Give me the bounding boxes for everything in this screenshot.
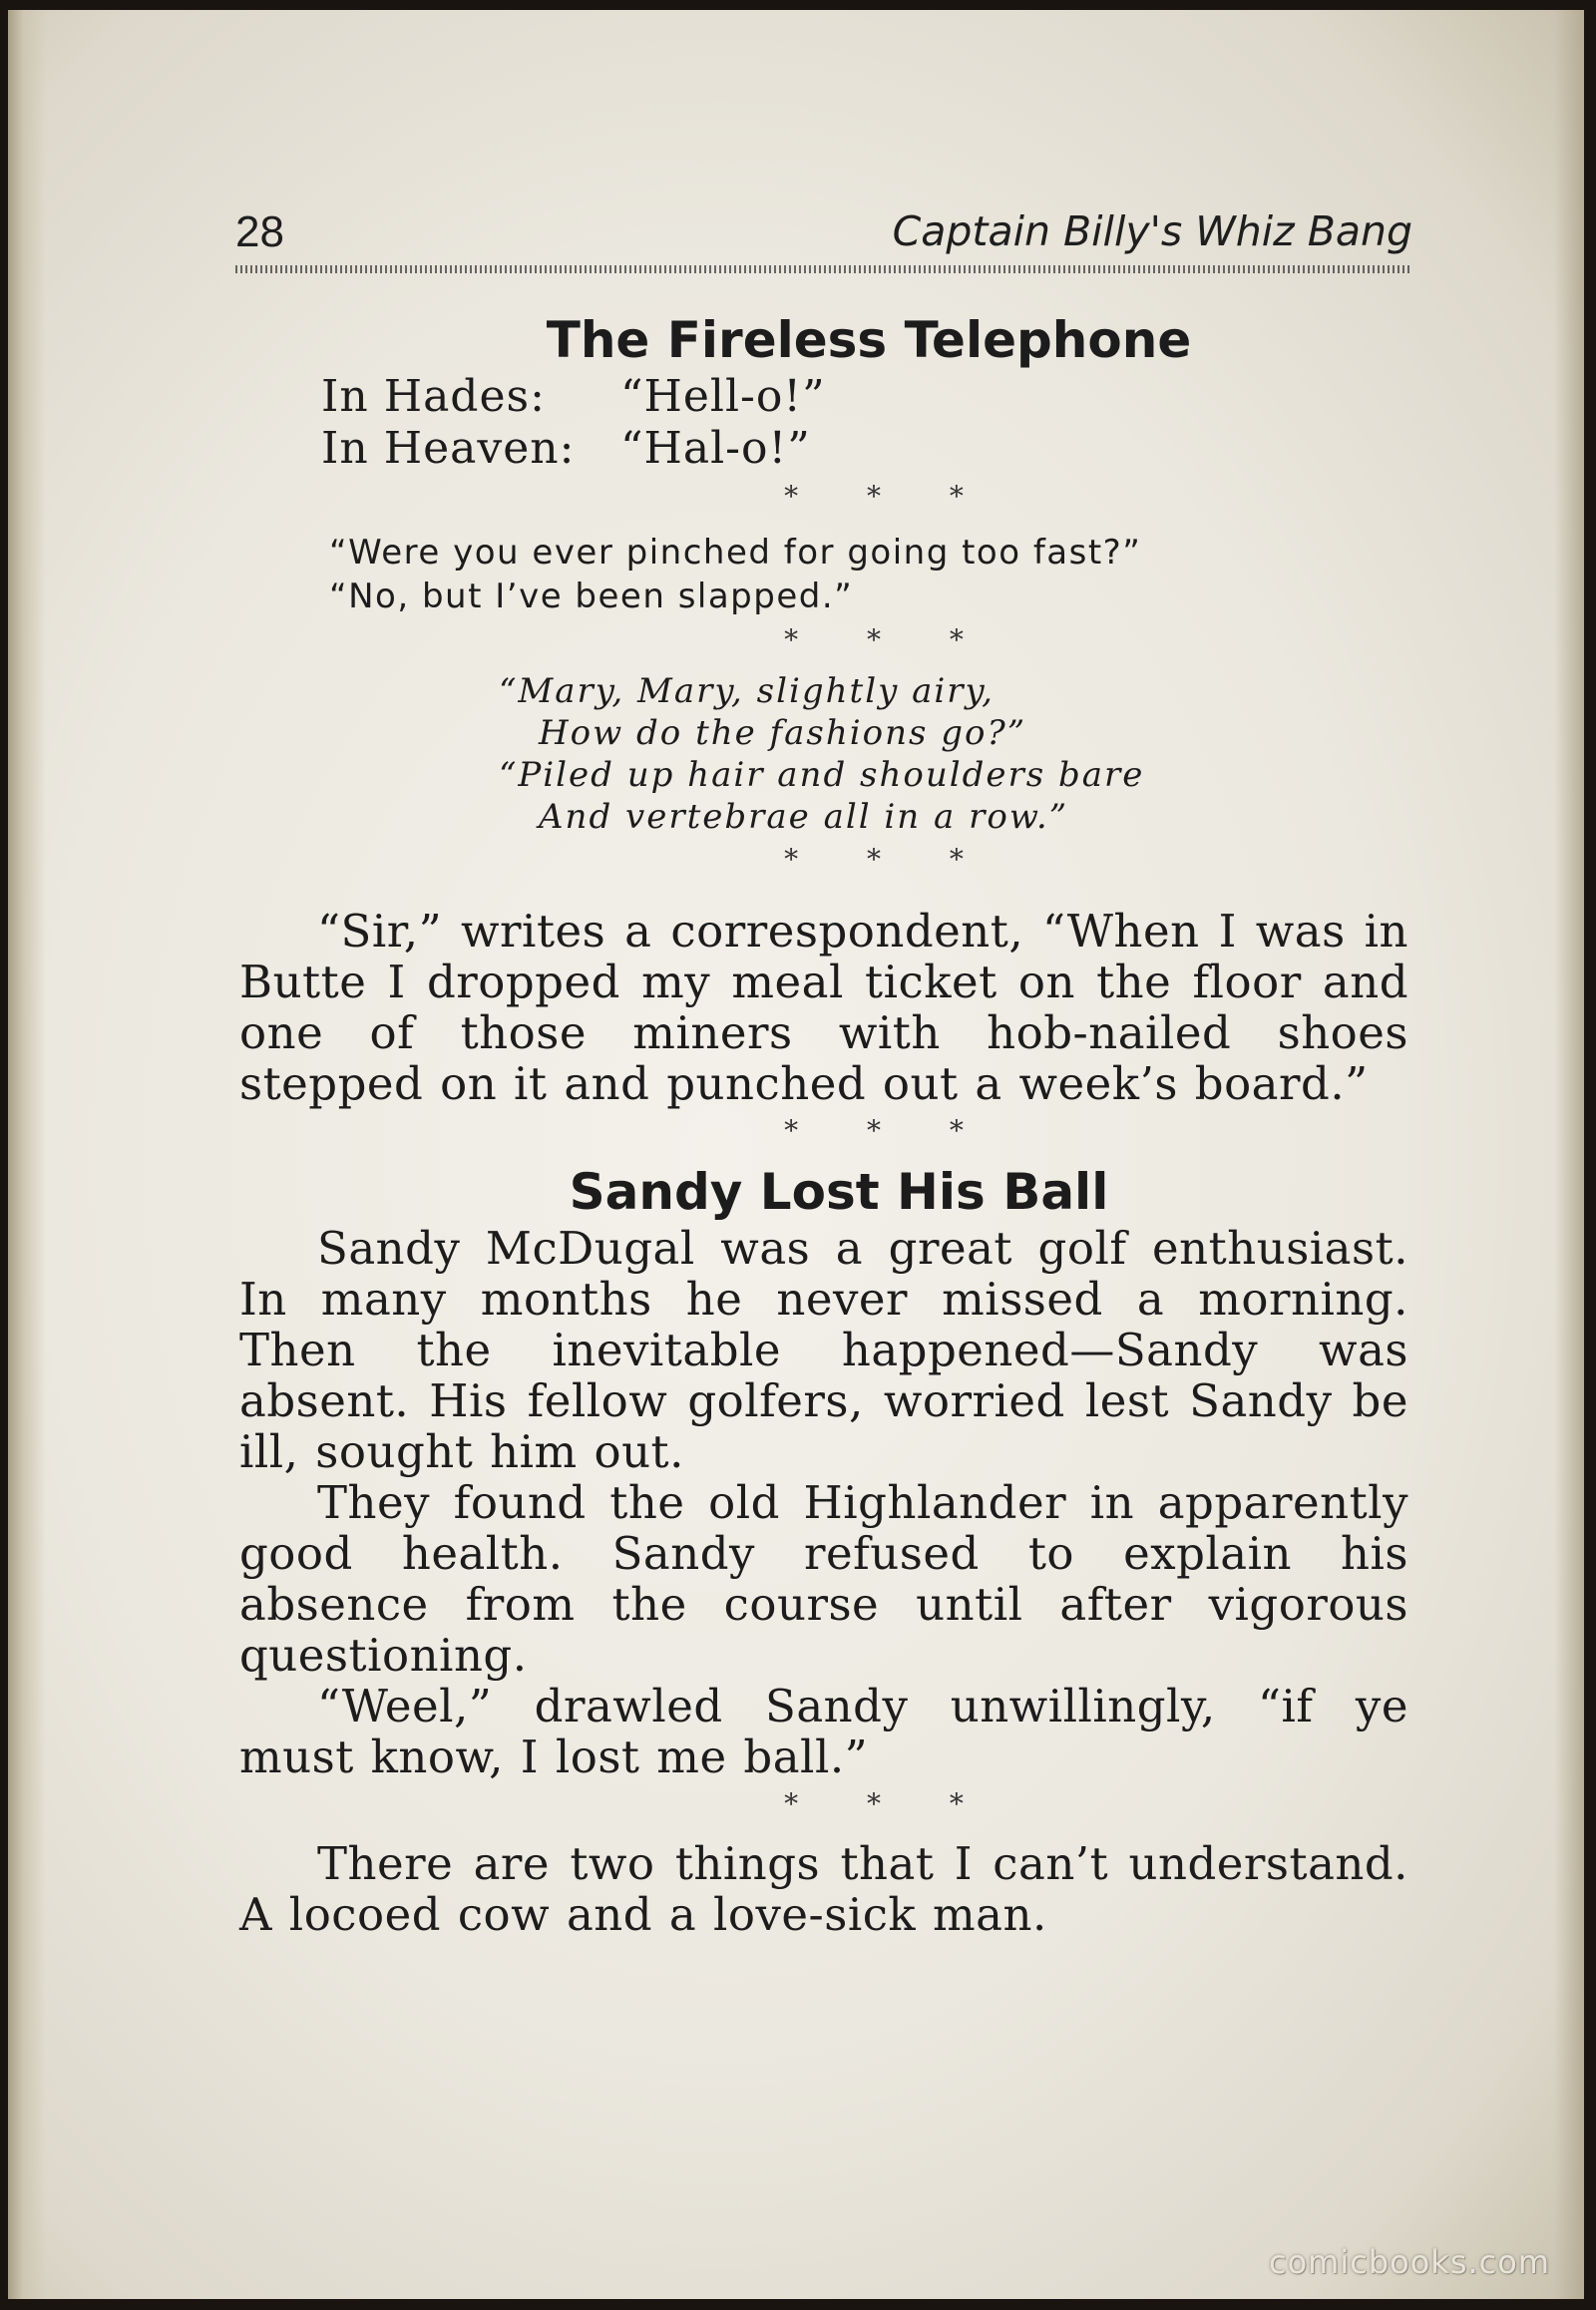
quote-line: “Were you ever pinched for going too fast?” (329, 533, 1142, 573)
mary-poem (239, 670, 1408, 838)
separator-stars: * * * (784, 480, 994, 513)
page-header (235, 199, 1412, 259)
separator-stars: * * * (784, 1787, 994, 1820)
heaven-label: In Heaven: (321, 423, 576, 474)
page-number: 28 (235, 207, 284, 256)
hades-text: “Hell-o!” (620, 371, 826, 422)
sandy-paragraph-1: Sandy McDugal was a great golf enthusiast. In many months he never missed a morning. Then the inevitable happened—Sandy was absent. His fellow golfers, worried lest Sandy be ill, sought him out. (239, 1222, 1408, 1478)
running-title: Captain Billy's Whiz Bang (892, 207, 1412, 255)
heaven-line (239, 423, 1408, 475)
separator-stars: * * * (784, 623, 994, 656)
hades-label: In Hades: (321, 371, 546, 422)
closing-paragraph: There are two things that I can’t understand. A locoed cow and a love-sick man. (239, 1837, 1408, 1941)
section-title-sandy-lost-his-ball: Sandy Lost His Ball (569, 1163, 1109, 1221)
correspondent-paragraph: “Sir,” writes a correspondent, “When I was in Butte I dropped my meal ticket on the floor and one of those miners with hob-nailed shoes stepped on it and punched out a week’s board.” (239, 905, 1408, 1110)
poem-line: And vertebrae all in a row.” (539, 797, 1069, 837)
separator-stars: * * * (784, 1114, 994, 1147)
pinched-quote (239, 531, 1408, 618)
watermark-logo: comicbooks.com (1268, 2243, 1550, 2281)
poem-line: How do the fashions go?” (539, 713, 1027, 753)
page-content (239, 309, 1408, 1940)
section-title-fireless-telephone: The Fireless Telephone (546, 311, 1192, 369)
sandy-paragraph-3: “Weel,” drawled Sandy unwillingly, “if ye must know, I lost me ball.” (239, 1680, 1408, 1783)
sandy-paragraph-2: They found the old Highlander in apparently good health. Sandy refused to explain his absence from the course until after vigorous questioning. (239, 1476, 1408, 1682)
poem-line: “Mary, Mary, slightly airy, (499, 671, 995, 711)
quote-line: “No, but I’ve been slapped.” (329, 577, 854, 616)
magazine-page (8, 10, 1584, 2299)
poem-line: “Piled up hair and shoulders bare (499, 755, 1145, 795)
hades-line (239, 371, 1408, 423)
header-rule (235, 265, 1412, 273)
heaven-text: “Hal-o!” (620, 423, 811, 474)
separator-stars: * * * (784, 843, 994, 876)
